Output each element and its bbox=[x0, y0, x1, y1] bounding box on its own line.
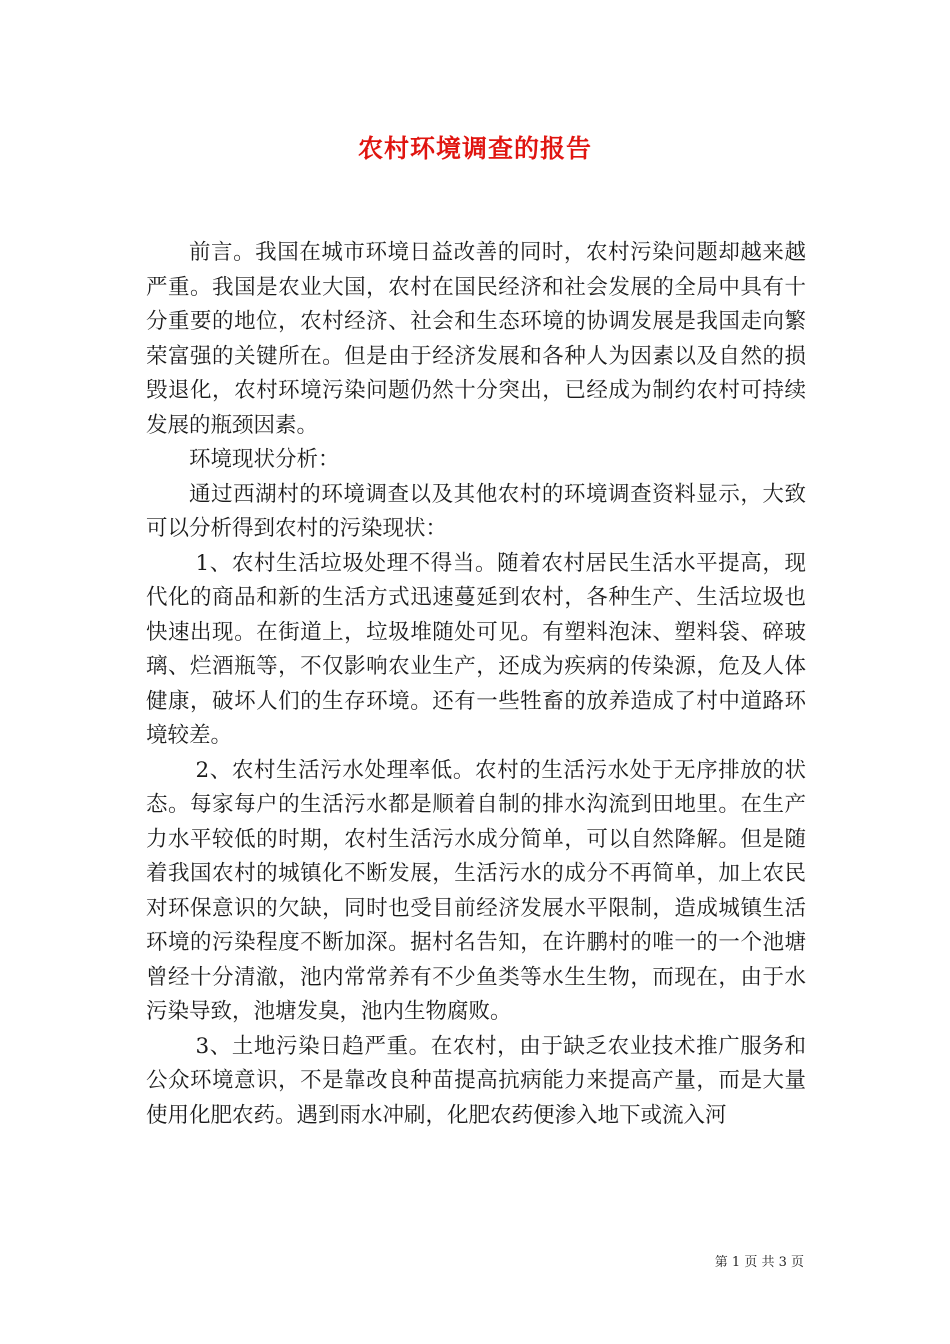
paragraph-preface: 前言。我国在城市环境日益改善的同时，农村污染问题却越来越严重。我国是农业大国，农村在国民经济和社会发展的全局中具有十分重要的地位，农村经济、社会和生态环境的协调发展是我国走向繁荣富强的关键所在。但是由于经济发展和各种人为因素以及自然的损毁退化，农村环境污染问题仍然十分突出，已经成为制约农村可持续发展的瓶颈因素。 bbox=[146, 240, 806, 438]
paragraph-survey-intro: 通过西湖村的环境调查以及其他农村的环境调查资料显示，大致可以分析得到农村的污染现状： bbox=[146, 481, 806, 541]
document-body bbox=[146, 236, 806, 1133]
page-number-footer: 第 1 页 共 3 页 bbox=[714, 1255, 804, 1270]
paragraph-section-heading: 环境现状分析： bbox=[189, 447, 340, 472]
document-title: 农村环境调查的报告 bbox=[357, 134, 592, 163]
paragraph-point-1: 1、农村生活垃圾处理不得当。随着农村居民生活水平提高，现代化的商品和新的生活方式迅速蔓延到农村，各种生产、生活垃圾也快速出现。在街道上，垃圾堆随处可见。有塑料泡沫、塑料袋、碎玻璃、烂酒瓶等，不仅影响农业生产，还成为疾病的传染源，危及人体健康，破坏人们的生存环境。还有一些牲畜的放养造成了村中道路环境较差。 bbox=[146, 550, 806, 748]
paragraph-point-3: 3、土地污染日趋严重。在农村，由于缺乏农业技术推广服务和公众环境意识，不是靠改良种苗提高抗病能力来提高产量，而是大量使用化肥农药。遇到雨水冲刷，化肥农药便渗入地下或流入河 bbox=[146, 1033, 806, 1128]
paragraph-point-2: 2、农村生活污水处理率低。农村的生活污水处于无序排放的状态。每家每户的生活污水都是顺着自制的排水沟流到田地里。在生产力水平较低的时期，农村生活污水成分简单，可以自然降解。但是随着我国农村的城镇化不断发展，生活污水的成分不再简单，加上农民对环保意识的欠缺，同时也受目前经济发展水平限制，造成城镇生活环境的污染程度不断加深。据村名告知，在许鹏村的唯一的一个池塘曾经十分清澈，池内常常养有不少鱼类等水生生物，而现在，由于水污染导致，池塘发臭，池内生物腐败。 bbox=[146, 757, 806, 1024]
